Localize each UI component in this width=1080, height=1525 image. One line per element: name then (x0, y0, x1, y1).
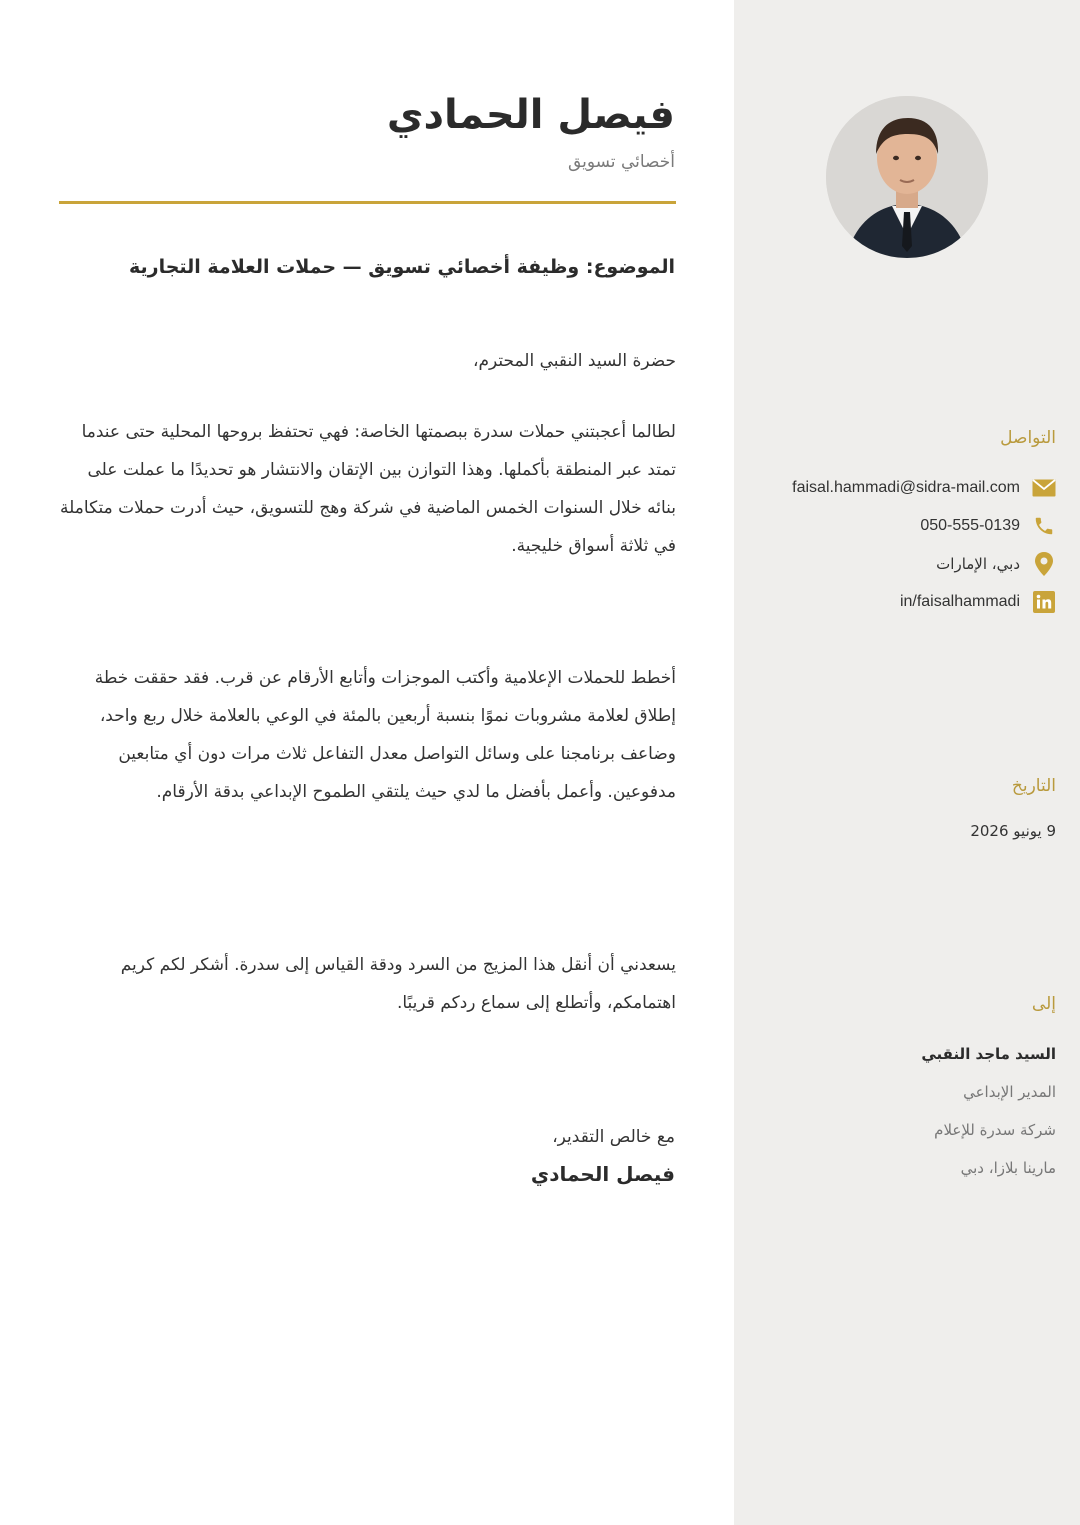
sender-name: فيصل الحمادي (386, 92, 675, 138)
location-pin-icon (1032, 552, 1056, 576)
phone-icon (1032, 514, 1056, 538)
paragraph-2: أخطط للحملات الإعلامية وأكتب الموجزات وأتابع الأرقام عن قرب. فقد حققت خطة إطلاق لعلامة مشروبات نموًا بنسبة أربعين بالمئة في الوعي بالعلامة خلال ربع واحد، وضاعف برنامجنا على وسائل التواصل معدل التفاعل ثلاث مرات دون أي متابعين مدفوعين. وأعمل بأفضل ما لدي حيث يلتقي الطموح الإبداعي بدقة الأرقام. (94, 668, 676, 802)
sender-role: أخصائي تسويق (567, 152, 675, 172)
envelope-icon (1032, 476, 1056, 500)
recipient-name: السيد ماجد النقبي (921, 1045, 1056, 1063)
phone-text: 050-555-0139 (920, 517, 1020, 534)
recipient-company: شركة سدرة للإعلام (934, 1121, 1056, 1139)
contact-phone[interactable] (920, 512, 1056, 540)
paragraph-1: لطالما أعجبتني حملات سدرة ببصمتها الخاصة: فهي تحتفظ بروحها المحلية حتى عندما تمتد عبر المنطقة بأكملها. وهذا التوازن بين الإتقان والانتشار هو تحديدًا ما عملت على بنائه خلال السنوات الخمس الماضية في شركة وهج للتسويق، حيث أدرت حملات متكاملة في ثلاثة أسواق خليجية. (60, 422, 676, 556)
letter-date: 9 يونيو 2026 (970, 822, 1056, 840)
recipient-title: المدير الإبداعي (963, 1083, 1056, 1101)
header-divider (59, 201, 676, 204)
contact-linkedin[interactable] (900, 588, 1056, 616)
linkedin-text: in/faisalhammadi (899, 593, 1020, 610)
letter-greeting: حضرة السيد النقبي المحترم، (472, 351, 676, 371)
letter-closing: مع خالص التقدير، (552, 1127, 675, 1147)
contact-section-title: التواصل (1000, 428, 1056, 448)
email-text: faisal.hammadi@sidra-mail.com (792, 479, 1020, 496)
paragraph-3: يسعدني أن أنقل هذا المزيج من السرد ودقة القياس إلى سدرة. أشكر لكم كريم اهتمامكم، وأتطلع إلى سماع ردكم قريبًا. (120, 955, 676, 1013)
profile-photo (826, 96, 988, 258)
contact-location (936, 550, 1056, 578)
date-section-title: التاريخ (1011, 776, 1056, 796)
contact-email[interactable] (792, 474, 1056, 502)
linkedin-icon (1032, 590, 1056, 614)
letter-subject: الموضوع: وظيفة أخصائي تسويق — حملات العلامة التجارية (128, 256, 675, 278)
recipient-section-title: إلى (1031, 994, 1056, 1014)
letter-signature: فيصل الحمادي (530, 1162, 675, 1186)
recipient-address: مارينا بلازا، دبي (960, 1159, 1056, 1177)
location-text: دبي، الإمارات (936, 555, 1020, 573)
